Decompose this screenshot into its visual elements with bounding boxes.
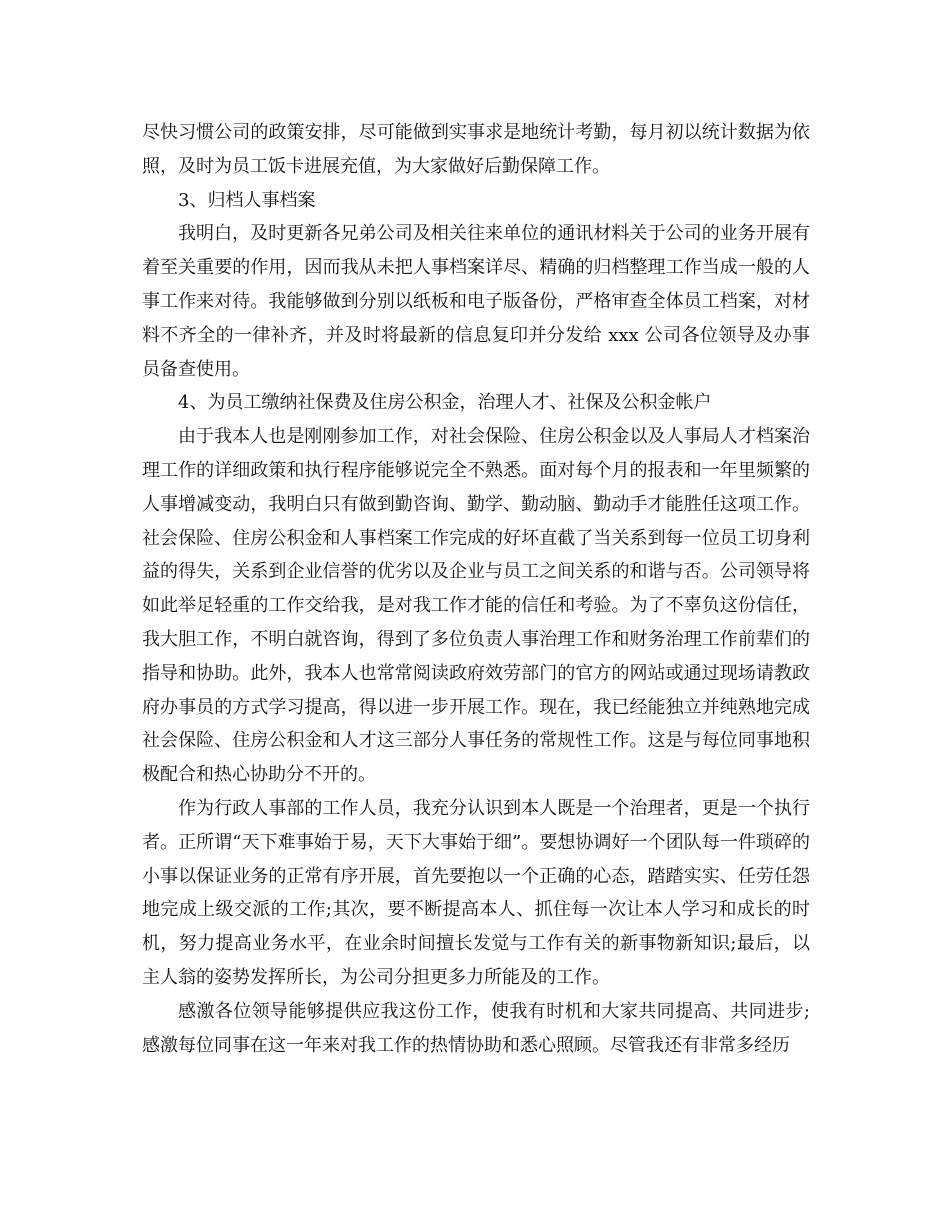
heading-social-security-housing-fund: 4、为员工缴纳社保费及住房公积金，治理人才、社保及公积金帐户 [178, 392, 712, 414]
document-body [142, 116, 810, 1062]
heading-archive-personnel-files: 3、归档人事档案 [178, 189, 316, 211]
paragraph-thanks: 感激各位领导能够提供应我这份工作，使我有时机和大家共同提高、共同进步;感激每位同事在这一年来对我工作的热情协助和悉心照顾。尽管我还有非常多经历 [142, 1000, 810, 1056]
paragraph-role-reflection: 作为行政人事部的工作人员，我充分认识到本人既是一个治理者，更是一个执行者。正所谓“天下难事始于易，天下大事始于细”。要想协调好一个团队每一件琐碎的小事以保证业务的正常有序开展，首先要抱以一个正确的心态，踏踏实实、任劳任怨地完成上级交派的工作;其次，要不断提高本人、抓住每一次让本人学习和成长的时机，努力提高业务水平，在业余时间擅长发觉与工作有关的新事物新知识;最后，以主人翁的姿势发挥所长，为公司分担更多力所能及的工作。 [142, 797, 810, 988]
paragraph-archive-personnel-files: 我明白，及时更新各兄弟公司及相关往来单位的通讯材料关于公司的业务开展有着至关重要的作用，因而我从未把人事档案详尽、精确的归档整理工作当成一般的人事工作来对待。我能够做到分别以纸板和电子版备份，严格审查全体员工档案，对材料不齐全的一律补齐，并及时将最新的信息复印并分发给 xxx 公司各位领导及办事员备查使用。 [142, 223, 810, 380]
paragraph-social-security-housing-fund: 由于我本人也是刚刚参加工作，对社会保险、住房公积金以及人事局人才档案治理工作的详细政策和执行程序能够说完全不熟悉。面对每个月的报表和一年里频繁的人事增减变动，我明白只有做到勤咨询、勤学、勤动脑、勤动手才能胜任这项工作。社会保险、住房公积金和人事档案工作完成的好坏直截了当关系到每一位员工切身利益的得失，关系到企业信誉的优劣以及企业与员工之间关系的和谐与否。公司领导将如此举足轻重的工作交给我，是对我工作才能的信任和考验。为了不辜负这份信任，我大胆工作，不明白就咨询，得到了多位负责人事治理工作和财务治理工作前辈们的指导和协助。此外，我本人也常常阅读政府效劳部门的官方的网站或通过现场请教政府办事员的方式学习提高，得以进一步开展工作。现在，我已经能独立并纯熟地完成社会保险、住房公积金和人才这三部分人事任务的常规性工作。这是与每位同事地积极配合和热心协助分不开的。 [142, 426, 810, 786]
paragraph-attendance-continuation: 尽快习惯公司的政策安排，尽可能做到实事求是地统计考勤，每月初以统计数据为依照，及时为员工饭卡进展充值，为大家做好后勤保障工作。 [142, 122, 810, 177]
